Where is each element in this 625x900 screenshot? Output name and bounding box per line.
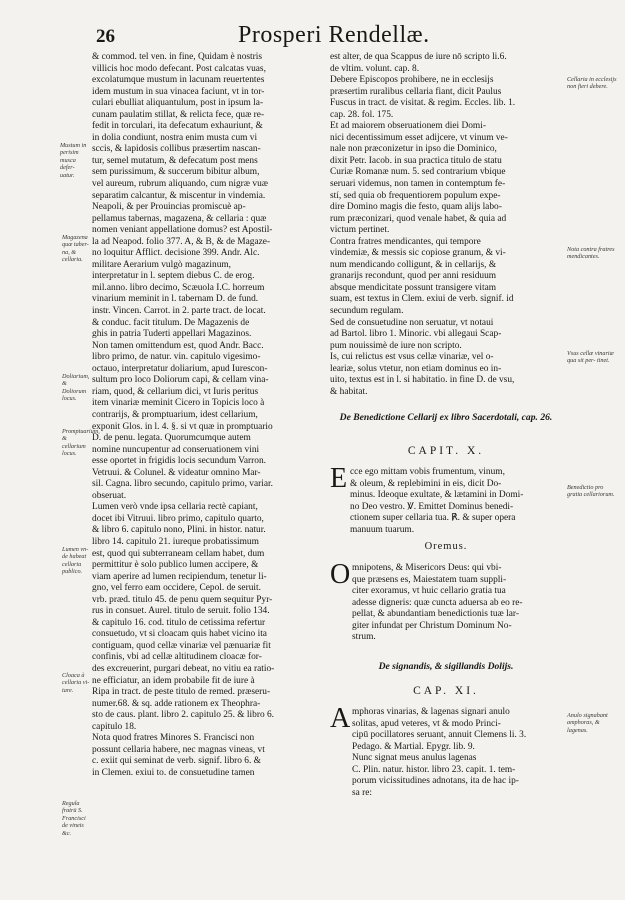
margin-note-promptuarium: Promptuarium, & cellarium locus. (62, 428, 100, 458)
blessing-line: no Deo vestro. ℣. Emittet Dominus benedi- (350, 501, 514, 512)
prayer-line: que præsens es, Maiestatem tuam suppli- (352, 574, 507, 585)
capit-x-heading: CAPIT. X. (407, 445, 485, 457)
left-column-line: sil. Cagna. libro secundo, capitulo primo, variar. (92, 479, 273, 490)
right-column-line: dixit Petr. Iacob. in sua practica titulo de statu (330, 155, 502, 166)
left-column-line: excolatumque mustum in lacunam reuertentes (92, 75, 265, 86)
amphoras-line: C. Plin. natur. histor. libro 23. capit. 1. tem- (352, 764, 516, 775)
left-column-line: Neapoli, & per Prouincias promiscuè ap- (92, 202, 246, 213)
capit-xi-heading: CAP. XI. (413, 685, 479, 697)
left-column-line: instr. Vincen. Carrot. in 2. parte tract. de locat. (92, 306, 266, 317)
right-column-line: stí, sed quia ob frequentiorem populum expe- (330, 190, 501, 201)
right-column-line: Et ad maiorem obseruationem diei Domi- (330, 121, 486, 132)
left-column-line: vel aureum, rubrum aliquando, cum nigræ vuæ (92, 179, 269, 190)
left-column-line: gno, vel ferro eam occidere, Cepol. de seruit. (92, 583, 261, 594)
margin-note-anulo: Anulo signabant amphoras, & lagenas. (567, 712, 608, 734)
left-column-line: vrb. præd. titulo 45. de penu quem sequitur Pyr- (92, 594, 273, 605)
amphoras-line: mphoras vinarias, & lagenas signari anulo (352, 707, 510, 717)
blessing-text (350, 467, 562, 536)
right-column-line: est alter, de qua Scappus de iure nō scripto li.6. (330, 52, 507, 62)
dolia-heading: De signandis, & sigillandis Dolijs. (378, 661, 514, 672)
left-column-line: Non tamen omittendum est, quod Andr. Bacc. (92, 340, 264, 351)
left-column-line: Nota quod fratres Minores S. Francisci non (92, 733, 255, 744)
left-column-line: obseruat. (92, 490, 127, 501)
left-column-line: contiguam, quod cellæ vinariæ vel pænuariæ fit (92, 640, 271, 651)
right-column-top (330, 52, 562, 398)
left-column-line: rus in consuet. Aurel. titulo de seruit. folio 134. (92, 606, 270, 617)
left-column-line: ghis in patria Tuderti appellari Magazinos. (92, 329, 252, 340)
left-column-line: & commod. tel ven. in fine, Quidam è nostris (92, 52, 263, 62)
left-column-line: in Clemen. exiui to. de consuetudine tamen (92, 767, 255, 778)
left-column-line: Ripa in tract. de peste titulo de remed. præseru- (92, 687, 271, 698)
left-column-line: fedit in torculari, ita defecatum exhauriunt, & (92, 121, 263, 132)
left-column-line: octauo, interpretatur doliarium, apud Iurescon- (92, 363, 268, 374)
oremus-heading: Oremus. (424, 541, 468, 552)
right-column-line: Is, cui relictus est vsus cellæ vinariæ, vel o- (330, 352, 494, 363)
left-column-line: culari ebulliat aliquantulum, post in ipsum la- (92, 98, 264, 109)
left-column-line: consuetudo, vt si cloacam quis habet vicino ita (92, 629, 267, 640)
left-column-line: c. exiit qui seminat de verb. signif. libro 6. & (92, 756, 261, 767)
left-column-line: in dolia condiunt, nostra enim musta cum vi (92, 132, 258, 143)
prayer-line: citer exoramus, vt huic cellario gratia tua (352, 586, 506, 597)
margin-note-benedictio: Benedictio pro gratia cellariorum. (567, 484, 615, 499)
right-column-line: ad Bartol. libro 1. Minoric. vbi allegaui Scap- (330, 329, 502, 340)
left-column-line: exponit Glos. in l. 4. §. si vt quæ in promptuario (92, 421, 273, 432)
left-column-line: la ad Neapod. folio 377. A, & B, & de Magaze- (92, 236, 271, 247)
amphoras-line: sa re: (352, 787, 373, 798)
left-column-line: riam, quod, & cellarium dici, vt Iuris peritus (92, 386, 259, 397)
margin-note-lumen: Lumen vn- de habeat cellaria publico. (62, 546, 89, 576)
left-column-line: nomen veniant appellatione domus? est Apostil- (92, 225, 273, 236)
blessing-line: cce ego mittam vobis frumentum, vinum, (350, 467, 505, 477)
right-column-line: nale non præconizetur in ipso die Dominico, (330, 144, 497, 155)
left-column-line: interpretatur in l. septem diebus C. de erog. (92, 271, 255, 282)
right-column-line: seruari videmus, non tamen in contemptum fe- (330, 179, 506, 190)
left-column-line: capitulo 18. (92, 721, 137, 732)
right-column-line: præsertim ruralibus cellaria fiant, dicit Paulus (330, 86, 502, 97)
right-column-line: leariæ, solus vtetur, non etiam dominus eo in- (330, 363, 502, 374)
prayer-line: mnipotens, & Misericors Deus: qui vbi- (352, 563, 502, 573)
right-column-line: Curiæ Romanæ num. 5. sed contrarium vbique (330, 167, 506, 178)
left-column-line: numer.68. & sq. adde rationem ex Theophra- (92, 698, 261, 709)
left-column-line: tur, semel mutatum, & defecatum post mens (92, 155, 258, 166)
left-column-line: D. de penu. legata. Quorumcumque autem (92, 433, 251, 444)
page-number: 26 (96, 26, 115, 47)
prayer-text (352, 563, 562, 644)
left-column-line: permittitur è solo publico lumen accipere, & (92, 560, 259, 571)
drop-cap-a: A (330, 703, 351, 734)
right-column-line: vindemiæ, & messis sic copiose granum, & vi- (330, 248, 506, 259)
right-column-line: Sed de consuetudine non seruatur, vt notaui (330, 317, 494, 328)
left-column-line: separatim calcantur, & miscentur in vindemia. (92, 190, 266, 201)
margin-note-usus: Vsus cellæ vinariæ qua sit per- tinet. (567, 350, 614, 365)
margin-note-ecclesijs: Cellaria in ecclesijs non fieri debere. (567, 76, 617, 91)
right-column-line: de vltim. volunt. cap. 8. (330, 63, 420, 74)
amphoras-line: solitas, apud veteres, vt & modo Princi- (352, 718, 501, 729)
left-column-line: nomine nuncupentur ad conseruationem vini (92, 444, 260, 455)
left-column-line: sultum pro loco Doliorum capi, & cellam vina- (92, 375, 269, 386)
left-column-line: Vetruui. & Colunel. & videatur omnino Mar- (92, 467, 261, 478)
left-column-line: & capitulo 16. cod. titulo de cetissima refertur (92, 617, 266, 628)
left-column-line: contrarijs, & promptuarium, idest cellarium, (92, 409, 258, 420)
right-column-line: dire Domino magis die festo, quam alijs labo- (330, 202, 502, 213)
right-column-line: pum nouissimè de iure non scripto. (330, 340, 462, 351)
left-column-line: & conduc. facit titulum. De Magazenis de (92, 317, 250, 328)
left-column-line: Lumen verò vnde ipsa cellaria rectè capiant, (92, 502, 258, 513)
left-column-line: libro primo, de natur. vin. capitulo vigesimo- (92, 352, 261, 363)
section-heading: De Benedictione Cellarij ex libro Sacerdotali, cap. 26. (339, 412, 553, 423)
left-column-line: sccis, & lapidosis collibus præsertim nascan- (92, 144, 261, 155)
left-column-line: vinarium meminit in l. tabernam D. de fund. (92, 294, 259, 305)
margin-note-mendicantes: Nota contra fratres mendicantes. (567, 246, 615, 261)
margin-note-magazena: Magazena quæ taber- na, & cellaria. (62, 234, 89, 264)
left-column-line: idem mustum in sua vinacea faciunt, vt in tor- (92, 86, 265, 97)
right-column-line: granarijs recondunt, quod per anni residuum (330, 271, 497, 282)
left-column-line: pellamus tabernas, magazena, & cellaria : quæ (92, 213, 267, 224)
blessing-line: ctionem super cellaria tua. ℟. & super opera (350, 513, 516, 524)
margin-note-regula: Regula fratrū S. Francisci de vineis &c. (62, 800, 86, 837)
amphoras-line: porum vicissitudines adnotans, ita de hac ip- (352, 776, 519, 787)
right-column-line: absque mendicitate possunt transigere vitam (330, 282, 497, 293)
amphoras-text (352, 707, 562, 799)
left-column-line: docet ibi Vitruui. libro primo, capitulo quarto, (92, 513, 264, 524)
right-column-line: secundum regulam. (330, 306, 404, 317)
left-column-line: ne efficiatur, an idem probabile fit de iure à (92, 675, 255, 686)
left-column-line: item vinariæ meminit Cicero in Topicis loco à (92, 398, 265, 409)
prayer-line: pellat, & abundantiam benedictionis tuæ lar- (352, 609, 519, 620)
blessing-line: manuum tuarum. (350, 524, 415, 535)
prayer-line: strum. (352, 632, 376, 643)
margin-note-cloaca: Cloaca à cellaria vi- tare. (62, 672, 90, 694)
left-column-line: des excreuerint, purgari debeat, no vitiu ea ratio- (92, 663, 275, 674)
running-title: Prosperi Rendellæ. (238, 22, 430, 48)
right-column-line: num mendicando colligunt, & in cellarijs, & (330, 259, 497, 270)
left-column-line: sem purissimum, & succerum bibitur album, (92, 167, 260, 178)
left-column-line: sto de caus. plant. libro 2. capitulo 25. & libro 6. (92, 710, 275, 721)
left-column-line: libro 14. capitulo 21. iureque probatissimum (92, 536, 259, 547)
left-column-line: viam aperire ad lumen recipiendum, tenetur li- (92, 571, 267, 582)
right-column-line: uito, textus est in l. si habitatio. in fine D. de vsu, (330, 375, 515, 386)
amphoras-line: Nunc signat meus anulus lagenas (352, 753, 477, 764)
right-column-line: Contra fratres mendicantes, qui tempore (330, 236, 481, 247)
left-column-line: esse oportet in frigidis locis secundum Varron. (92, 456, 267, 467)
blessing-line: & oleum, & replebimini in eis, dicit Do- (350, 478, 502, 489)
right-column-line: suam, est textus in Clem. exiui de verb. signif. id (330, 294, 514, 305)
right-column-line: Debere Episcopos prohibere, ne in ecclesijs (330, 75, 494, 86)
right-column-line: cap. 28. fol. 175. (330, 109, 394, 120)
prayer-line: giter infundat per Christum Dominum No- (352, 620, 512, 631)
right-column-line: & habitat. (330, 386, 368, 397)
prayer-line: adesse digneris: quæ cuncta aduersa ab eo re- (352, 597, 523, 608)
margin-note-doliarium: Doliarium, & Doliorum locus. (62, 373, 90, 403)
blessing-line: minus. Ideoque exultate, & lætamini in Domi- (350, 490, 524, 501)
right-column-line: nici decentissimum esset adijcere, vt vinum ve- (330, 132, 508, 143)
left-column-line: mil.anno. libro decimo, Scæuola I.C. horreum (92, 282, 265, 293)
right-column-line: victum pertinet. (330, 225, 390, 236)
left-column (92, 52, 324, 779)
drop-cap-o: O (330, 559, 351, 590)
left-column-line: possunt cellaria habere, nec magnas vineas, vt (92, 744, 265, 755)
right-column-line: rum præconizari, quod venale habet, & quia ad (330, 213, 507, 224)
left-column-line: & libro 6. capitulo nono, Plini. in histor. natur. (92, 525, 266, 536)
left-column-line: no loquitur Afflict. decisione 399. Andr. Alc. (92, 248, 260, 259)
amphoras-line: cipū pocillatores seruant, annuit Clemens li. 3. (352, 730, 527, 741)
left-column-line: militare Aerarium vulgò magazinum, (92, 259, 232, 270)
left-column-line: villicis hoc modo defecant. Post calcatas vuas, (92, 63, 266, 74)
left-column-line: cunam paulatim stillat, & relicta fece, quæ re- (92, 109, 265, 120)
left-column-line: confinis, vbi ad cellæ altitudinem cloacæ for- (92, 652, 262, 663)
amphoras-line: Pedago. & Martial. Epygr. lib. 9. (352, 741, 475, 752)
drop-cap-e: E (330, 463, 348, 494)
right-column-line: Fuscus in tract. de visitat. & regim. Eccles. lib. 1. (330, 98, 516, 109)
margin-note-defecatio: Mustum in perisim musca defer- uatur. (60, 142, 87, 179)
left-column-line: est, quod qui subterraneam cellam habet, dum (92, 548, 265, 559)
